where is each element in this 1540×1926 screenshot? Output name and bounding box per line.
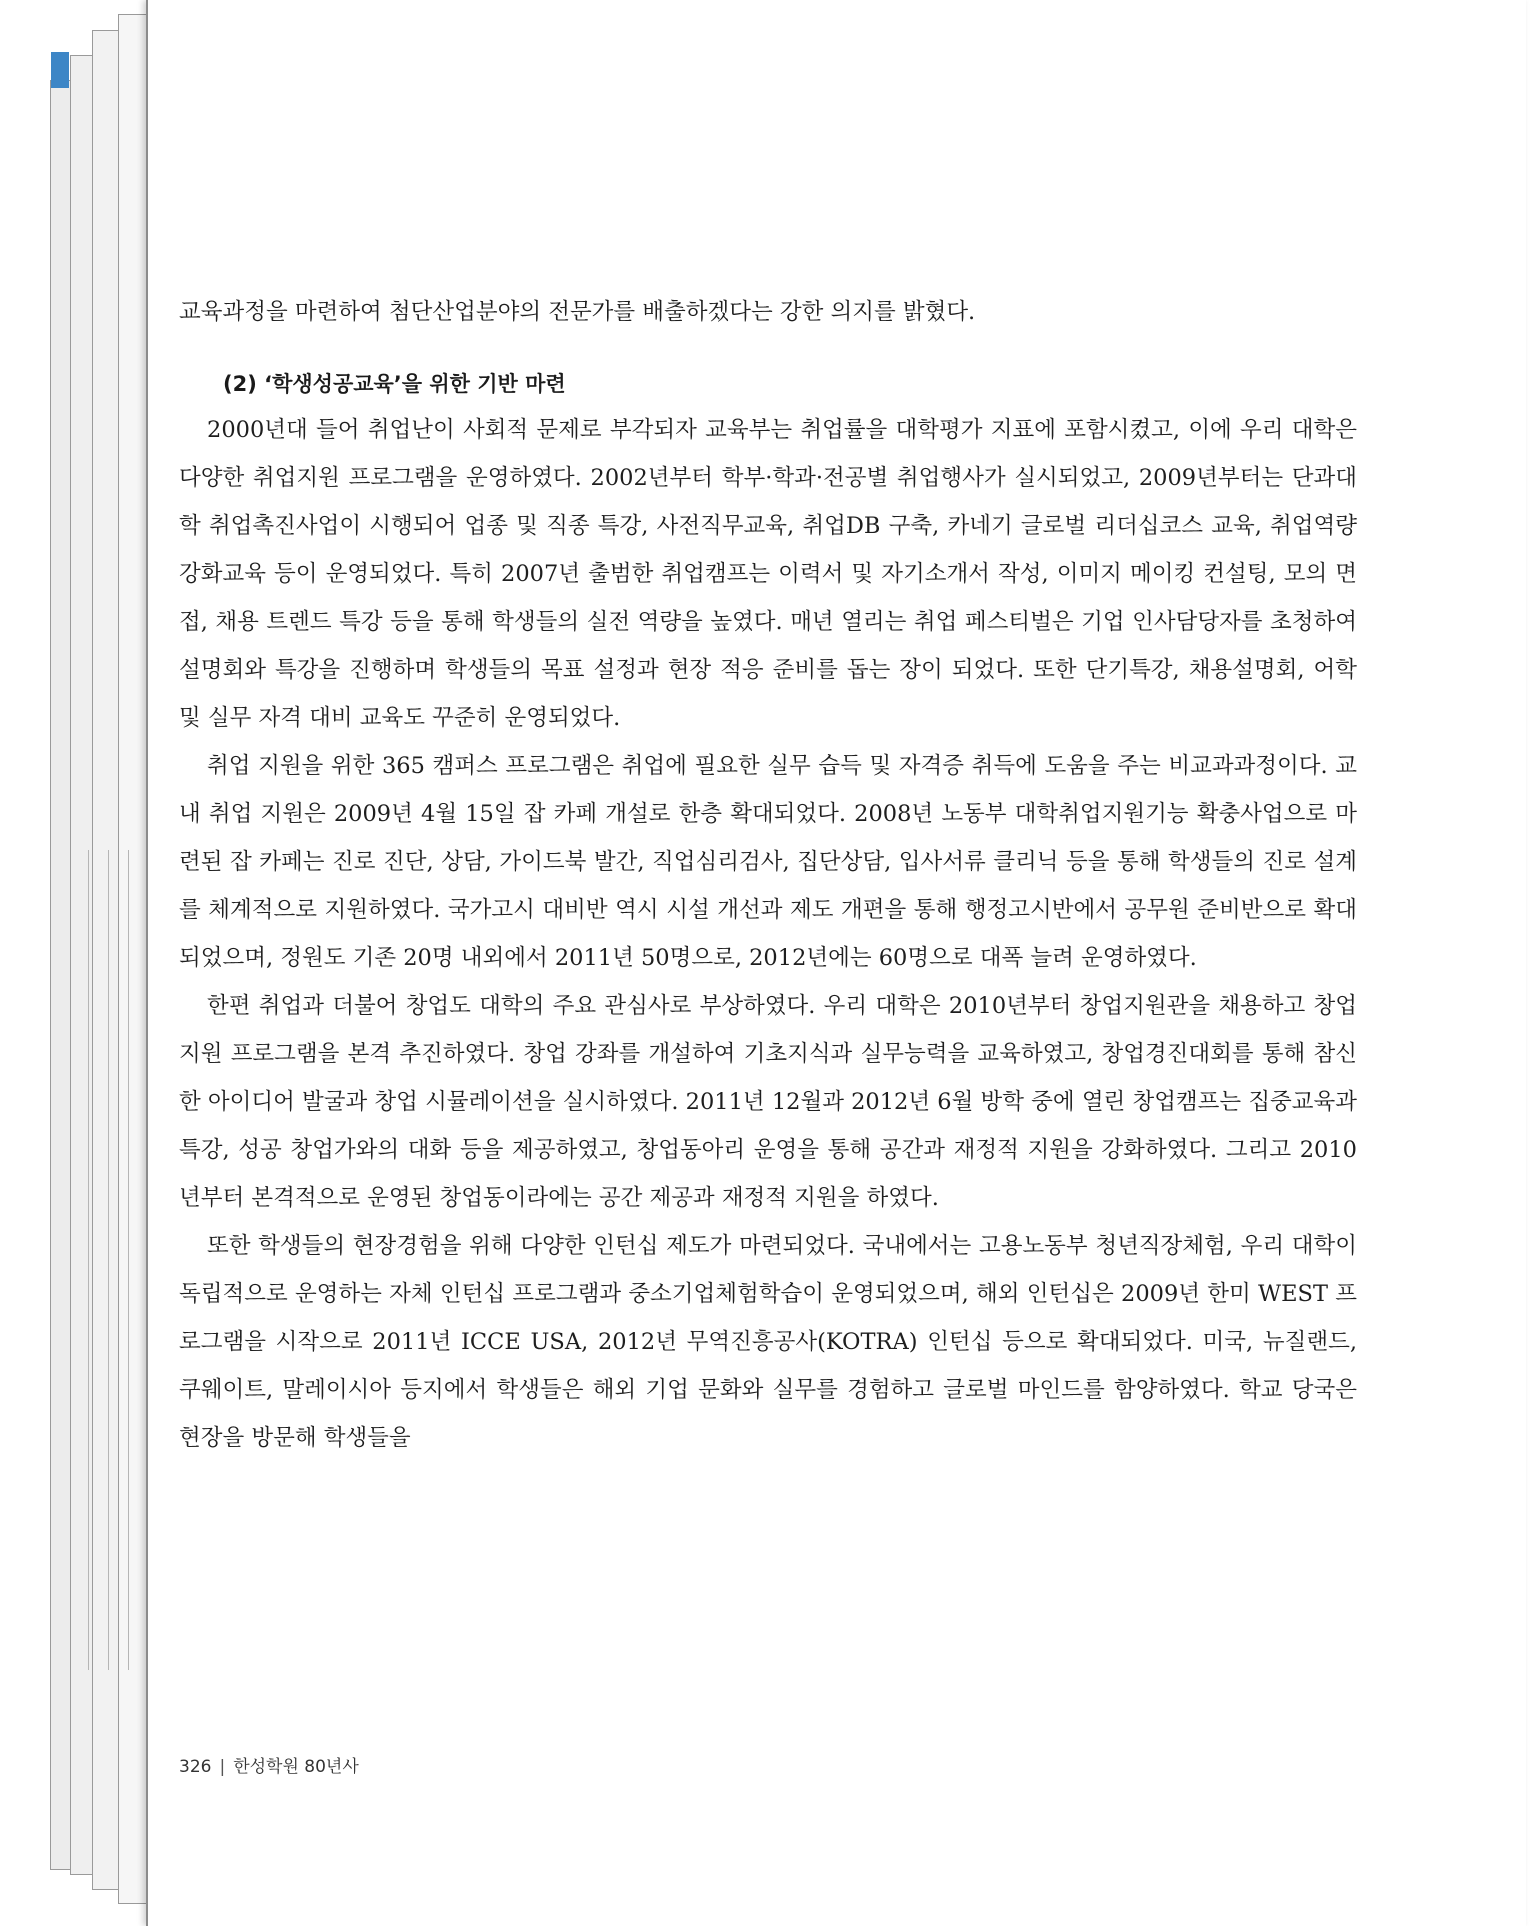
- section-heading: (2) ‘학생성공교육’을 위한 기반 마련: [223, 372, 566, 396]
- body-paragraph: 2000년대 들어 취업난이 사회적 문제로 부각되자 교육부는 취업률을 대학평가 지표에 포함시켰고, 이에 우리 대학은 다양한 취업지원 프로그램을 운영하였다. 2002년부터 학부·학과·전공별 취업행사가 실시되었고, 2009년부터는 단과대학 취업촉진사업이 시행되어 업종 및 직종 특강, 사전직무교육, 취업DB 구축, 카네기 글로벌 리더십코스 교육, 취업역량 강화교육 등이 운영되었다. 특히 2007년 출범한 취업캠프는 이력서 및 자기소개서 작성, 이미지 메이킹 컨설팅, 모의 면접, 채용 트렌드 특강 등을 통해 학생들의 실전 역량을 높였다. 매년 열리는 취업 페스티벌은 기업 인사담당자를 초청하여 설명회와 특강을 진행하며 학생들의 목표 설정과 현장 적응 준비를 돕는 장이 되었다. 또한 단기특강, 채용설명회, 어학 및 실무 자격 대비 교육도 꾸준히 운영되었다.: [179, 417, 1357, 731]
- page-number: 326: [179, 1757, 212, 1777]
- page-footer: [179, 1752, 359, 1777]
- book-title: 한성학원 80년사: [233, 1757, 359, 1777]
- body-paragraph: 또한 학생들의 현장경험을 위해 다양한 인턴십 제도가 마련되었다. 국내에서는 고용노동부 청년직장체험, 우리 대학이 독립적으로 운영하는 자체 인턴십 프로그램과 중소기업체험학습이 운영되었으며, 해외 인턴십은 2009년 한미 WEST 프로그램을 시작으로 2011년 ICCE USA, 2012년 무역진흥공사(KOTRA) 인턴십 등으로 확대되었다. 미국, 뉴질랜드, 쿠웨이트, 말레이시아 등지에서 학생들은 해외 기업 문화와 실무를 경험하고 글로벌 마인드를 함양하였다. 학교 당국은 현장을 방문해 학생들을: [179, 1233, 1357, 1451]
- page-body: [179, 288, 1357, 1462]
- lead-paragraph: 교육과정을 마련하여 첨단산업분야의 전문가를 배출하겠다는 강한 의지를 밝혔다.: [179, 299, 976, 325]
- chapter-tab-marker: [51, 52, 69, 88]
- body-paragraph: 한편 취업과 더불어 창업도 대학의 주요 관심사로 부상하였다. 우리 대학은 2010년부터 창업지원관을 채용하고 창업지원 프로그램을 본격 추진하였다. 창업 강좌를 개설하여 기초지식과 실무능력을 교육하였고, 창업경진대회를 통해 참신한 아이디어 발굴과 창업 시뮬레이션을 실시하였다. 2011년 12월과 2012년 6월 방학 중에 열린 창업캠프는 집중교육과 특강, 성공 창업가와의 대화 등을 제공하였고, 창업동아리 운영을 통해 공간과 재정적 지원을 강화하였다. 그리고 2010년부터 본격적으로 운영된 창업동이라에는 공간 제공과 재정적 지원을 하였다.: [179, 993, 1357, 1211]
- page-edge-lines: [70, 850, 140, 1670]
- footer-separator: |: [219, 1757, 226, 1777]
- body-paragraph: 취업 지원을 위한 365 캠퍼스 프로그램은 취업에 필요한 실무 습득 및 자격증 취득에 도움을 주는 비교과과정이다. 교내 취업 지원은 2009년 4월 15일 잡 카페 개설로 한층 확대되었다. 2008년 노동부 대학취업지원기능 확충사업으로 마련된 잡 카페는 진로 진단, 상담, 가이드북 발간, 직업심리검사, 집단상담, 입사서류 클리닉 등을 통해 학생들의 진로 설계를 체계적으로 지원하였다. 국가고시 대비반 역시 시설 개선과 제도 개편을 통해 행정고시반에서 공무원 준비반으로 확대되었으며, 정원도 기존 20명 내외에서 2011년 50명으로, 2012년에는 60명으로 대폭 늘려 운영하였다.: [179, 753, 1357, 971]
